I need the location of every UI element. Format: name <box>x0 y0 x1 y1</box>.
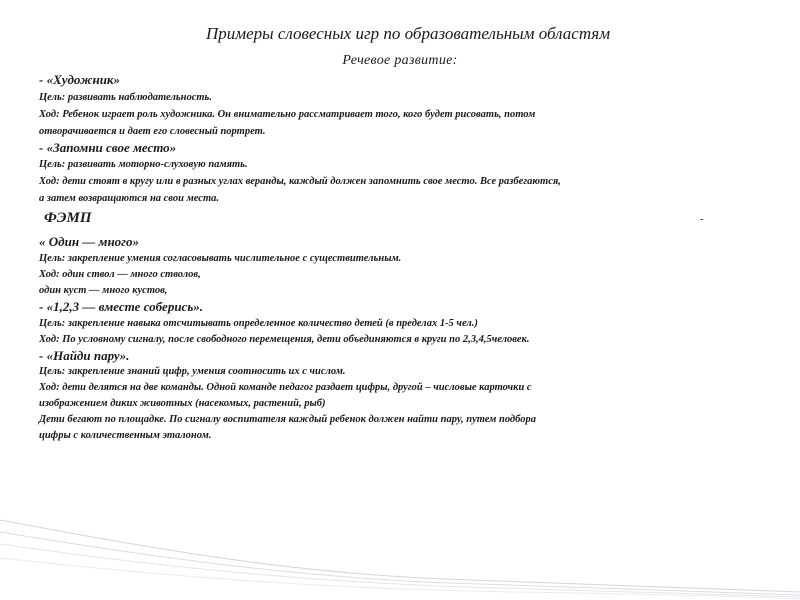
goal-line: Цель: развивать моторно-слуховую память. <box>39 159 248 170</box>
goal-line: Цель: развивать наблюдательность. <box>39 92 212 103</box>
slide-title: Примеры словесных игр по образовательным областям <box>205 24 611 43</box>
procedure-line: цифры с количественным эталоном. <box>39 430 212 441</box>
section-heading-fmp: ФЭМП <box>44 210 92 226</box>
procedure-line: Ход: один ствол — много стволов, <box>39 269 201 280</box>
procedure-line: изображением диких животных (насекомых, растений, рыб) <box>39 398 326 409</box>
procedure-line: Ход: По условному сигналу, после свободного перемещения, дети объединяются в круги по 2,3,4,5человек. <box>39 334 530 345</box>
procedure-line: Ход: дети стоят в кругу или в разных углах веранды, каждый должен запомнить свое место. Все разбегаются, <box>39 176 561 187</box>
game-title-artist: - «Художник» <box>39 72 121 87</box>
game-title-remember-place: - «Запомни свое место» <box>39 140 177 155</box>
procedure-line: а затем возвращаются на свои места. <box>39 193 219 204</box>
procedure-line: Ход: Ребенок играет роль художника. Он внимательно рассматривает того, кого будет рисовать, потом <box>39 109 536 120</box>
procedure-line: отворачивается и дает его словесный портрет. <box>39 126 266 137</box>
game-title-find-pair: - «Найди пару». <box>39 348 130 363</box>
goal-line: Цель: закрепление умения согласовывать числительное с существительным. <box>39 253 402 264</box>
game-title-together: - «1,2,3 — вместе соберись». <box>39 299 204 314</box>
decorative-wave-lines <box>0 480 800 600</box>
procedure-line: Ход: дети делятся на две команды. Одной команде педагог раздает цифры, другой – числовые карточки с <box>39 382 532 393</box>
goal-line: Цель: закрепление навыка отсчитывать определенное количество детей (в пределах 1-5 чел.) <box>39 318 478 329</box>
slide-subtitle: Речевое развитие: <box>342 53 458 68</box>
procedure-line: один куст — много кустов, <box>39 285 168 296</box>
stray-dash: - <box>700 213 704 225</box>
goal-line: Цель: закрепление знаний цифр, умения соотносить их с числом. <box>39 366 346 377</box>
procedure-line: Дети бегают по площадке. По сигналу воспитателя каждый ребенок должен найти пару, путем подбора <box>39 414 536 425</box>
game-title-one-many: « Один — много» <box>39 234 139 249</box>
